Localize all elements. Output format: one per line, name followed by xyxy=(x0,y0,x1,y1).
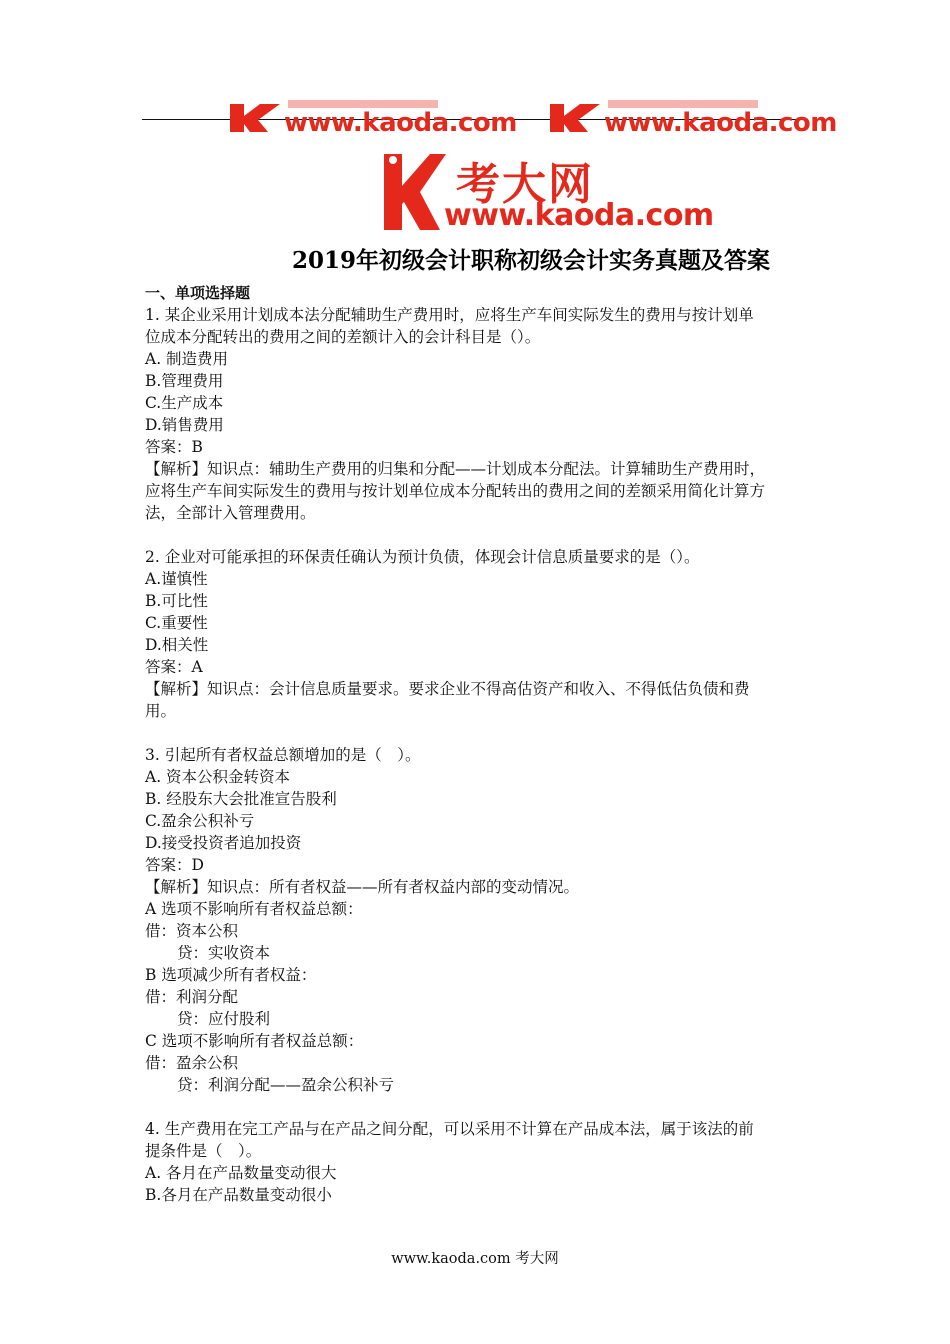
watermark-smear xyxy=(608,100,758,108)
option: A. 制造费用 xyxy=(145,350,229,368)
k-logo-icon xyxy=(228,102,286,132)
analysis: 法，全部计入管理费用。 xyxy=(145,504,316,522)
option: B.管理费用 xyxy=(145,372,224,390)
document-body xyxy=(145,282,817,1206)
brand-name: 考大网 xyxy=(456,159,594,210)
analysis: 【解析】知识点：所有者权益——所有者权益内部的变动情况。 xyxy=(145,878,580,896)
question-stem: 2. 企业对可能承担的环保责任确认为预计负债，体现会计信息质量要求的是（）。 xyxy=(145,548,700,566)
option: B.可比性 xyxy=(145,592,208,610)
brand-url: www.kaoda.com xyxy=(444,198,714,233)
watermark-strip-left xyxy=(228,100,548,138)
kaoda-logo xyxy=(380,148,714,238)
option: D.接受投资者追加投资 xyxy=(145,834,302,852)
detail-line: B 选项减少所有者权益： xyxy=(145,966,317,984)
journal-debit: 借：资本公积 xyxy=(145,922,239,940)
k-logo-icon xyxy=(548,102,606,132)
option: A.谨慎性 xyxy=(145,570,208,588)
question-stem: 位成本分配转出的费用之间的差额计入的会计科目是（）。 xyxy=(145,328,541,346)
watermark-url: www.kaoda.com xyxy=(604,108,837,138)
question-1 xyxy=(145,304,817,524)
question-stem: 提条件是（ ）。 xyxy=(145,1142,262,1160)
section-heading: 一、单项选择题 xyxy=(145,284,251,302)
option: D.销售费用 xyxy=(145,416,224,434)
k-logo-icon xyxy=(380,152,450,232)
option: B.各月在产品数量变动很小 xyxy=(145,1186,332,1204)
option: D.相关性 xyxy=(145,636,209,654)
option: C.生产成本 xyxy=(145,394,224,412)
answer: 答案：B xyxy=(145,438,203,456)
detail-line: C 选项不影响所有者权益总额： xyxy=(145,1032,364,1050)
question-3 xyxy=(145,744,817,1096)
page-footer xyxy=(0,1247,950,1268)
answer: 答案：A xyxy=(145,658,203,676)
question-2 xyxy=(145,546,817,722)
option: B. 经股东大会批准宣告股利 xyxy=(145,790,337,808)
footer-url[interactable]: www.kaoda.com xyxy=(391,1251,511,1267)
detail-line: A 选项不影响所有者权益总额： xyxy=(145,900,363,918)
journal-credit: 贷：实收资本 xyxy=(177,944,271,962)
option: C.盈余公积补亏 xyxy=(145,812,255,830)
answer: 答案：D xyxy=(145,856,204,874)
analysis: 应将生产车间实际发生的费用与按计划单位成本分配转出的费用之间的差额采用简化计算方 xyxy=(145,482,766,500)
question-4 xyxy=(145,1118,817,1206)
journal-credit: 贷：应付股利 xyxy=(177,1010,271,1028)
analysis: 用。 xyxy=(145,702,177,720)
watermark-strip-right xyxy=(548,100,868,138)
option: A. 资本公积金转资本 xyxy=(145,768,291,786)
journal-credit: 贷：利润分配——盈余公积补亏 xyxy=(177,1076,395,1094)
journal-debit: 借：利润分配 xyxy=(145,988,239,1006)
question-stem: 4. 生产费用在完工产品与在产品之间分配，可以采用不计算在产品成本法，属于该法的前 xyxy=(145,1120,754,1138)
journal-debit: 借：盈余公积 xyxy=(145,1054,239,1072)
question-stem: 1. 某企业采用计划成本法分配辅助生产费用时，应将生产车间实际发生的费用与按计划单 xyxy=(145,306,754,324)
analysis: 【解析】知识点：会计信息质量要求。要求企业不得高估资产和收入、不得低估负债和费 xyxy=(145,680,750,698)
page-title: 2019年初级会计职称初级会计实务真题及答案 xyxy=(292,247,771,274)
question-stem: 3. 引起所有者权益总额增加的是（ ）。 xyxy=(145,746,421,764)
footer-site-name: 考大网 xyxy=(515,1251,559,1267)
watermark-smear xyxy=(288,100,438,108)
analysis: 【解析】知识点：辅助生产费用的归集和分配——计划成本分配法。计算辅助生产费用时， xyxy=(145,460,766,478)
option: A. 各月在产品数量变动很大 xyxy=(145,1164,337,1182)
option: C.重要性 xyxy=(145,614,208,632)
watermark-url: www.kaoda.com xyxy=(284,108,517,138)
